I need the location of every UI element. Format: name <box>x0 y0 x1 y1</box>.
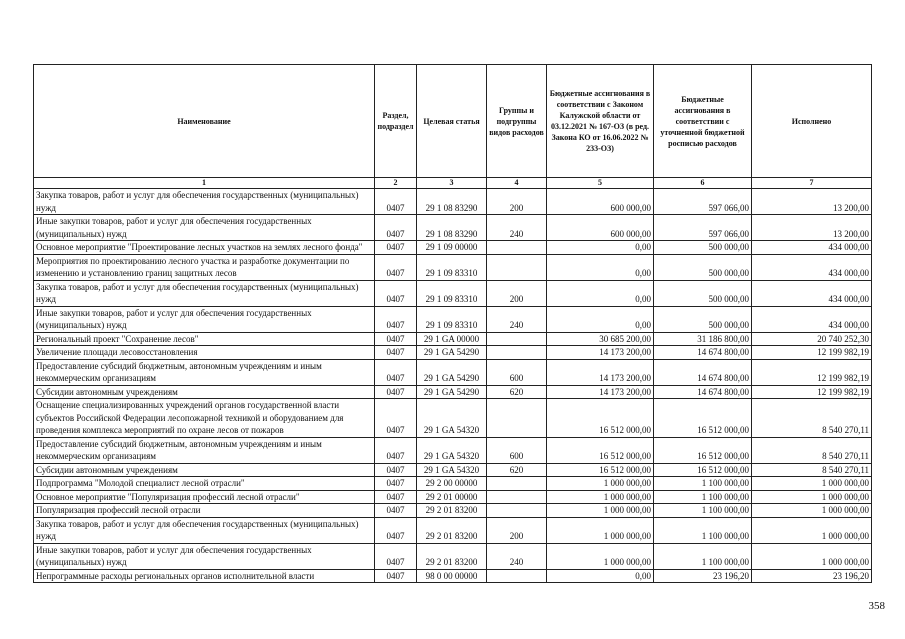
row-section: 0407 <box>375 569 417 583</box>
row-updated-amount: 597 066,00 <box>654 189 752 215</box>
row-executed-amount: 12 199 982,19 <box>752 346 872 360</box>
row-target: 29 1 09 83310 <box>417 306 487 332</box>
row-target: 29 1 09 00000 <box>417 241 487 255</box>
row-law-amount: 1 000 000,00 <box>547 504 654 518</box>
row-group: 600 <box>487 437 547 463</box>
row-target: 29 1 GA 54290 <box>417 385 487 399</box>
row-name: Оснащение специализированных учреждений органов государственной власти субъектов Российской Федерации лесопожарной техникой и оборудованием для проведения комплекса мероприятий по охране лесов от пожаров <box>34 399 375 438</box>
row-target: 29 2 01 83200 <box>417 543 487 569</box>
row-target: 29 2 01 83200 <box>417 504 487 518</box>
row-group: 600 <box>487 359 547 385</box>
row-name: Мероприятия по проектированию лесного участка и разработке документации по изменению и установлению границ защитных лесов <box>34 254 375 280</box>
column-number: 5 <box>547 178 654 189</box>
table-row <box>34 385 872 399</box>
row-target: 29 1 GA 00000 <box>417 332 487 346</box>
row-name: Подпрограмма "Молодой специалист лесной отрасли" <box>34 477 375 491</box>
row-name: Иные закупки товаров, работ и услуг для обеспечения государственных (муниципальных) нужд <box>34 306 375 332</box>
budget-table <box>33 64 872 583</box>
row-executed-amount: 12 199 982,19 <box>752 359 872 385</box>
table-row <box>34 215 872 241</box>
row-group: 240 <box>487 306 547 332</box>
row-executed-amount: 434 000,00 <box>752 254 872 280</box>
row-law-amount: 1 000 000,00 <box>547 543 654 569</box>
row-executed-amount: 434 000,00 <box>752 280 872 306</box>
row-group <box>487 569 547 583</box>
row-section: 0407 <box>375 490 417 504</box>
row-name: Субсидии автономным учреждениям <box>34 463 375 477</box>
row-executed-amount: 1 000 000,00 <box>752 543 872 569</box>
table-row <box>34 517 872 543</box>
table-row <box>34 359 872 385</box>
row-updated-amount: 597 066,00 <box>654 215 752 241</box>
row-updated-amount: 500 000,00 <box>654 280 752 306</box>
row-section: 0407 <box>375 241 417 255</box>
row-section: 0407 <box>375 517 417 543</box>
row-law-amount: 16 512 000,00 <box>547 399 654 438</box>
row-section: 0407 <box>375 399 417 438</box>
row-group <box>487 504 547 518</box>
column-number: 2 <box>375 178 417 189</box>
row-name: Основное мероприятие "Популяризация профессий лесной отрасли" <box>34 490 375 504</box>
row-section: 0407 <box>375 189 417 215</box>
row-updated-amount: 500 000,00 <box>654 254 752 280</box>
row-section: 0407 <box>375 254 417 280</box>
row-target: 29 2 01 83200 <box>417 517 487 543</box>
table-row <box>34 306 872 332</box>
table-row <box>34 332 872 346</box>
header-group: Группы и подгруппы видов расходов <box>487 65 547 178</box>
column-number: 7 <box>752 178 872 189</box>
row-section: 0407 <box>375 504 417 518</box>
column-number: 1 <box>34 178 375 189</box>
row-law-amount: 0,00 <box>547 254 654 280</box>
row-executed-amount: 1 000 000,00 <box>752 477 872 491</box>
row-executed-amount: 1 000 000,00 <box>752 504 872 518</box>
row-name: Иные закупки товаров, работ и услуг для обеспечения государственных (муниципальных) нужд <box>34 543 375 569</box>
page-number: 358 <box>868 600 885 612</box>
row-group: 200 <box>487 517 547 543</box>
column-number-row <box>34 178 872 189</box>
row-law-amount: 0,00 <box>547 306 654 332</box>
header-updated: Бюджетные ассигнования в соответствии с уточненной бюджетной росписью расходов <box>654 65 752 178</box>
row-name: Субсидии автономным учреждениям <box>34 385 375 399</box>
row-executed-amount: 23 196,20 <box>752 569 872 583</box>
row-executed-amount: 1 000 000,00 <box>752 517 872 543</box>
row-section: 0407 <box>375 332 417 346</box>
row-law-amount: 30 685 200,00 <box>547 332 654 346</box>
row-section: 0407 <box>375 477 417 491</box>
row-law-amount: 0,00 <box>547 241 654 255</box>
table-row <box>34 280 872 306</box>
row-group: 240 <box>487 215 547 241</box>
table-row <box>34 399 872 438</box>
row-target: 29 1 GA 54290 <box>417 359 487 385</box>
row-section: 0407 <box>375 215 417 241</box>
row-section: 0407 <box>375 306 417 332</box>
column-number: 6 <box>654 178 752 189</box>
table-row <box>34 490 872 504</box>
row-law-amount: 16 512 000,00 <box>547 437 654 463</box>
row-group: 620 <box>487 385 547 399</box>
row-group <box>487 241 547 255</box>
row-name: Закупка товаров, работ и услуг для обеспечения государственных (муниципальных) нужд <box>34 517 375 543</box>
row-target: 29 1 GA 54290 <box>417 346 487 360</box>
row-law-amount: 1 000 000,00 <box>547 477 654 491</box>
table-row <box>34 504 872 518</box>
row-updated-amount: 500 000,00 <box>654 306 752 332</box>
row-target: 29 1 09 83310 <box>417 254 487 280</box>
row-target: 98 0 00 00000 <box>417 569 487 583</box>
row-updated-amount: 14 674 800,00 <box>654 385 752 399</box>
row-executed-amount: 13 200,00 <box>752 189 872 215</box>
row-section: 0407 <box>375 346 417 360</box>
row-updated-amount: 16 512 000,00 <box>654 437 752 463</box>
row-executed-amount: 8 540 270,11 <box>752 399 872 438</box>
header-row <box>34 65 872 178</box>
row-group: 200 <box>487 280 547 306</box>
row-target: 29 2 00 00000 <box>417 477 487 491</box>
row-executed-amount: 434 000,00 <box>752 306 872 332</box>
row-updated-amount: 1 100 000,00 <box>654 543 752 569</box>
row-section: 0407 <box>375 280 417 306</box>
row-section: 0407 <box>375 463 417 477</box>
row-group: 240 <box>487 543 547 569</box>
row-group <box>487 399 547 438</box>
row-law-amount: 14 173 200,00 <box>547 359 654 385</box>
row-law-amount: 1 000 000,00 <box>547 517 654 543</box>
row-law-amount: 1 000 000,00 <box>547 490 654 504</box>
row-name: Предоставление субсидий бюджетным, автономным учреждениям и иным некоммерческим организациям <box>34 437 375 463</box>
row-group <box>487 254 547 280</box>
header-executed: Исполнено <box>752 65 872 178</box>
row-law-amount: 600 000,00 <box>547 215 654 241</box>
row-name: Иные закупки товаров, работ и услуг для обеспечения государственных (муниципальных) нужд <box>34 215 375 241</box>
row-group: 200 <box>487 189 547 215</box>
row-executed-amount: 8 540 270,11 <box>752 463 872 477</box>
row-name: Увеличение площади лесовосстановления <box>34 346 375 360</box>
row-updated-amount: 1 100 000,00 <box>654 490 752 504</box>
row-name: Закупка товаров, работ и услуг для обеспечения государственных (муниципальных) нужд <box>34 189 375 215</box>
row-updated-amount: 23 196,20 <box>654 569 752 583</box>
column-number: 4 <box>487 178 547 189</box>
row-executed-amount: 8 540 270,11 <box>752 437 872 463</box>
row-updated-amount: 16 512 000,00 <box>654 463 752 477</box>
row-name: Региональный проект "Сохранение лесов" <box>34 332 375 346</box>
row-law-amount: 600 000,00 <box>547 189 654 215</box>
table-row <box>34 189 872 215</box>
row-group <box>487 346 547 360</box>
table-row <box>34 437 872 463</box>
row-executed-amount: 13 200,00 <box>752 215 872 241</box>
row-group <box>487 490 547 504</box>
row-name: Популяризация профессий лесной отрасли <box>34 504 375 518</box>
row-law-amount: 16 512 000,00 <box>547 463 654 477</box>
row-executed-amount: 434 000,00 <box>752 241 872 255</box>
row-name: Непрограммные расходы региональных органов исполнительной власти <box>34 569 375 583</box>
row-target: 29 1 GA 54320 <box>417 399 487 438</box>
row-target: 29 1 GA 54320 <box>417 463 487 477</box>
row-law-amount: 14 173 200,00 <box>547 346 654 360</box>
row-group <box>487 477 547 491</box>
row-updated-amount: 500 000,00 <box>654 241 752 255</box>
row-law-amount: 0,00 <box>547 569 654 583</box>
row-executed-amount: 20 740 252,30 <box>752 332 872 346</box>
row-target: 29 1 GA 54320 <box>417 437 487 463</box>
row-updated-amount: 1 100 000,00 <box>654 477 752 491</box>
row-law-amount: 14 173 200,00 <box>547 385 654 399</box>
row-name: Основное мероприятие "Проектирование лесных участков на землях лесного фонда" <box>34 241 375 255</box>
table-row <box>34 254 872 280</box>
row-section: 0407 <box>375 437 417 463</box>
row-target: 29 1 08 83290 <box>417 189 487 215</box>
table-body <box>34 189 872 583</box>
budget-table-container <box>33 64 871 583</box>
table-row <box>34 463 872 477</box>
row-executed-amount: 12 199 982,19 <box>752 385 872 399</box>
table-row <box>34 569 872 583</box>
row-group <box>487 332 547 346</box>
row-updated-amount: 16 512 000,00 <box>654 399 752 438</box>
header-law: Бюджетные ассигнования в соответствии с Законом Калужской области от 03.12.2021 № 167-ОЗ (в ред. Закона КО от 16.06.2022 № 233-ОЗ) <box>547 65 654 178</box>
row-executed-amount: 1 000 000,00 <box>752 490 872 504</box>
row-updated-amount: 14 674 800,00 <box>654 359 752 385</box>
table-row <box>34 543 872 569</box>
row-updated-amount: 14 674 800,00 <box>654 346 752 360</box>
table-row <box>34 477 872 491</box>
header-section: Раздел, подраздел <box>375 65 417 178</box>
row-updated-amount: 1 100 000,00 <box>654 504 752 518</box>
row-updated-amount: 31 186 800,00 <box>654 332 752 346</box>
row-section: 0407 <box>375 543 417 569</box>
row-updated-amount: 1 100 000,00 <box>654 517 752 543</box>
row-target: 29 2 01 00000 <box>417 490 487 504</box>
header-target: Целевая статья <box>417 65 487 178</box>
row-group: 620 <box>487 463 547 477</box>
row-name: Предоставление субсидий бюджетным, автономным учреждениям и иным некоммерческим организациям <box>34 359 375 385</box>
table-row <box>34 241 872 255</box>
row-target: 29 1 09 83310 <box>417 280 487 306</box>
row-name: Закупка товаров, работ и услуг для обеспечения государственных (муниципальных) нужд <box>34 280 375 306</box>
header-name: Наименование <box>34 65 375 178</box>
row-section: 0407 <box>375 385 417 399</box>
row-law-amount: 0,00 <box>547 280 654 306</box>
row-target: 29 1 08 83290 <box>417 215 487 241</box>
column-number: 3 <box>417 178 487 189</box>
table-row <box>34 346 872 360</box>
row-section: 0407 <box>375 359 417 385</box>
